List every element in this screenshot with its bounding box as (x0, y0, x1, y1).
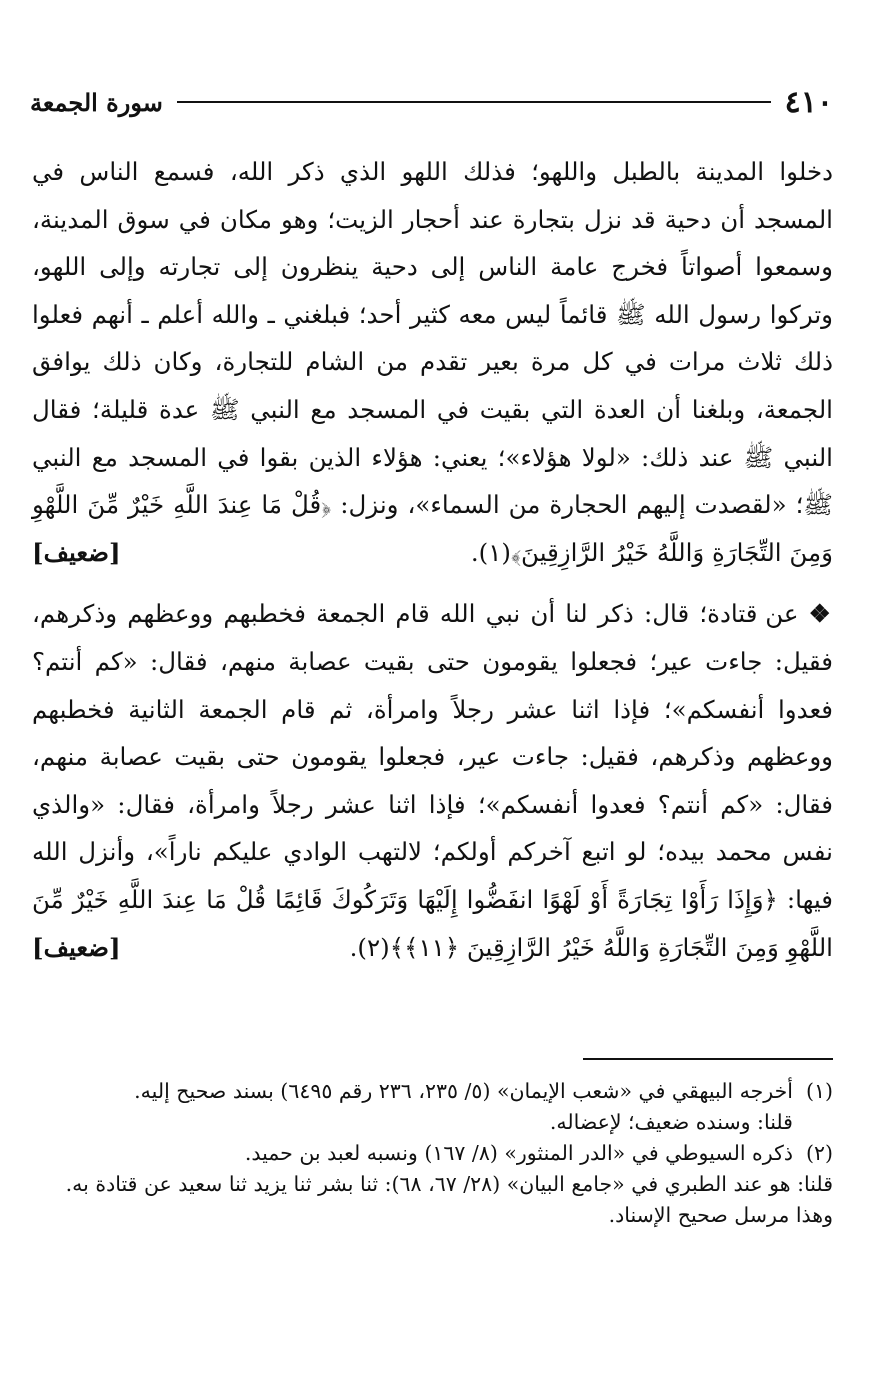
hadith-grade: [ضعيف] (32, 932, 121, 962)
footnote-line: أخرجه البيهقي في «شعب الإيمان» (٥/ ٢٣٥، ٢٣٦ رقم ٦٤٩٥) بسند صحيح إليه. (134, 1079, 793, 1103)
diamond-marker-icon: ❖ (808, 599, 834, 629)
page-header (30, 82, 833, 122)
footnotes (32, 1076, 833, 1231)
footnote-number: (٢) (805, 1141, 833, 1165)
paragraph (32, 590, 833, 971)
footnote-line: قلنا: هو عند الطبري في «جامع البيان» (٢٨/ ٦٧، ٦٨): ثنا بشر ثنا يزيد ثنا سعيد عن قتادة به. (65, 1172, 833, 1196)
footnote-line: قلنا: وسنده ضعيف؛ لإعضاله. (549, 1110, 793, 1134)
paragraph-text: عن قتادة؛ قال: ذكر لنا أن نبي الله قام الجمعة فخطبهم ووعظهم وذكرهم، فقيل: جاءت عير؛ فجعلوا يقومون حتى بقيت عصابة منهم، فقال: «كم أنتم؟ فعدوا أنفسكم»؛ فإذا اثنا عشر رجلاً وامرأة، ثم قام الجمعة الثانية فخطبهم ووعظهم وذكرهم، فقيل: جاءت عير، فجعلوا يقومون حتى بقيت عصابة منهم، فقال: «كم أنتم؟ فعدوا أنفسكم»؛ فإذا اثنا عشر رجلاً وامرأة، فقال: «والذي نفس محمد بيده؛ لو اتبع آخركم أولكم؛ لالتهب الوادي عليكم ناراً»، وأنزل الله فيها: ﴿وَإِذَا رَأَوْا تِجَارَةً أَوْ لَهْوًا انفَضُّوا إِلَيْهَا وَتَرَكُوكَ قَائِمًا قُلْ مَا عِندَ اللَّهِ خَيْرٌ مِّنَ اللَّهْوِ وَمِنَ التِّجَارَةِ وَاللَّهُ خَيْرُ الرَّازِقِينَ ﴿١١﴾﴾(٢). (32, 599, 833, 962)
page-number: ٤١٠ (784, 84, 833, 120)
main-text (32, 148, 833, 971)
surah-title: سورة الجمعة (30, 87, 163, 117)
footnote-divider (583, 1058, 833, 1060)
footnote-number: (١) (805, 1079, 833, 1103)
footnote (32, 1138, 833, 1169)
footnote (32, 1076, 833, 1107)
paragraph-text: دخلوا المدينة بالطبل واللهو؛ فذلك اللهو الذي ذكر الله، فسمع الناس في المسجد أن دحية قد نزل بتجارة عند أحجار الزيت؛ وهو مكان في سوق المدينة، وسمعوا أصواتاً فخرج عامة الناس إلى دحية ينظرون إلى تجارته وإلى اللهو، وتركوا رسول الله ﷺ قائماً ليس معه كثير أحد؛ فبلغني ـ والله أعلم ـ أنهم فعلوا ذلك ثلاث مرات في كل مرة بعير تقدم من الشام للتجارة، وكان ذلك يوافق الجمعة، وبلغنا أن العدة التي بقيت في المسجد مع النبي ﷺ عدة قليلة؛ فقال النبي ﷺ عند ذلك: «لولا هؤلاء»؛ يعني: هؤلاء الذين بقوا في المسجد مع النبي ﷺ؛ «لقصدت إليهم الحجارة من السماء»، ونزل: ﴿قُلْ مَا عِندَ اللَّهِ خَيْرٌ مِّنَ اللَّهْوِ وَمِنَ التِّجَارَةِ وَاللَّهُ خَيْرُ الرَّازِقِينَ﴾(١). (32, 157, 833, 567)
header-divider (177, 101, 771, 103)
paragraph (32, 148, 833, 576)
footnote-line: ذكره السيوطي في «الدر المنثور» (٨/ ١٦٧) ونسبه لعبد بن حميد. (244, 1141, 793, 1165)
hadith-grade: [ضعيف] (32, 537, 121, 567)
footnote-line: وهذا مرسل صحيح الإسناد. (608, 1203, 833, 1227)
